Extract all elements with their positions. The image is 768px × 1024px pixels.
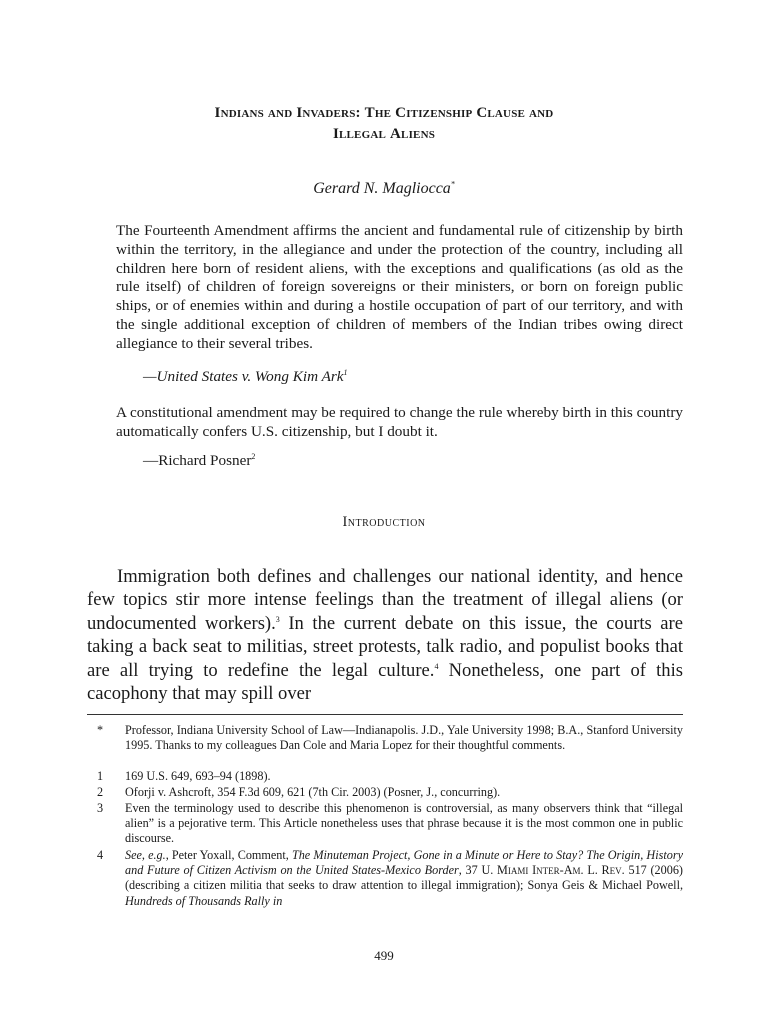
epigraph-2-attribution [143,452,255,470]
section-heading-introduction: Introduction [342,514,426,530]
body-text-3: Nonetheless, one part of this cacophony that may spill over [87,659,683,705]
citation-part: , 37 U. [458,863,498,878]
title-letter: C [476,105,488,121]
citation-part: 517 (2006) (describing a citizen militia that seeks to draw attention to illegal immigration); Sonya Geis & Michael Powell, [125,863,683,893]
footnote-text: Even the terminology used to describe this phenomenon is controversial, as many observers think that “illegal alien” is a pejorative term. This Article nonetheless uses that phrase because it is the most common one in public discourse. [125,801,683,846]
title-letter: I [214,105,221,121]
title-letter: T [364,105,375,121]
author-name: Gerard N. Magliocca [313,180,451,197]
footnote-text: Oforji v. Ashcroft, 354 F.3d 609, 621 (7th Cir. 2003) (Posner, J., concurring). [125,785,501,799]
epigraph-1-attribution [143,368,348,386]
article-title-line-2 [0,126,768,143]
footnote-author [87,723,683,753]
footnote-text: 169 U.S. 649, 693–94 (1898). [125,769,271,783]
footnote-text: Professor, Indiana University School of Law—Indianapolis. J.D., Yale University 1998; B.A., Stanford University 1995. Thanks to my colleagues Dan Cole and Maria Lopez for their thoughtful comments. [125,723,683,753]
footnote-4 [87,848,683,909]
title-word: liens [401,126,436,142]
title-letter: I [296,105,303,121]
footnote-marker: 2 [96,785,104,799]
footnote-divider [87,714,683,715]
footnote-marker: 1 [96,769,104,783]
footnote-mark-1: 1 [343,367,348,377]
title-word: ndians and [220,105,297,121]
signal-see-eg: See, e.g. [125,848,166,862]
footnote-1 [87,769,683,784]
cited-title: Hundreds of Thousands Rally in [125,893,283,908]
footnote-mark-3: 3 [275,614,280,624]
title-letter: A [389,126,402,142]
footnote-marker: 3 [96,801,104,815]
footnote-marker: 4 [96,848,104,862]
cited-title: The Minuteman Project, Gone in a Minute or Here to Stay? The Origin, History and Future of Citizen Activism on the United States-Mexico Border [125,848,683,878]
footnote-mark-2: 2 [251,451,256,461]
epigraph-1-source: —United States v. Wong Kim Ark [143,368,344,385]
title-word: he [374,105,396,121]
epigraph-1-quote: The Fourteenth Amendment affirms the ancient and fundamental rule of citizenship by birth within the territory, in the allegiance and under the protection of the country, including all children here born of resident aliens, with the exceptions and qualifications (as old as the rule itself) of children of foreign sovereigns or their ministers, or born on foreign public ships, or of enemies within and during a hostile occupation of part of our territory, and with the single additional exception of children of members of the Indian tribes owing direct allegiance to their several tribes. [116,222,683,352]
title-word: lause and [487,105,554,121]
title-word: itizenship [406,105,477,121]
title-letter: C [395,105,407,121]
footnote-3 [87,801,683,847]
journal-name: Miami Inter-Am. L. Rev. [497,863,625,878]
citation-part: , Peter Yoxall, Comment, [165,848,292,862]
footnote-text [125,848,683,909]
page-number: 499 [374,948,394,963]
epigraph-2-quote: A constitutional amendment may be required to change the rule whereby birth in this country automatically confers U.S. citizenship, but I doubt it. [116,404,683,440]
footnote-2 [87,785,683,800]
author-byline [0,180,768,198]
body-text-1: Immigration both defines and challenges our national identity, and hence few topics stir more intense feelings than the treatment of illegal aliens (or undocumented workers). [87,566,683,634]
author-footnote-mark: * [450,179,455,189]
title-word: llegal [338,126,390,142]
title-letter: I [332,126,339,142]
footnote-marker: * [96,723,104,737]
body-text-2: In the current debate on this issue, the courts are taking a back seat to militias, street protests, talk radio, and populist books that are all trying to redefine the legal culture. [87,612,683,681]
epigraph-2-source: —Richard Posner [143,452,252,469]
footnote-mark-4: 4 [434,661,439,671]
article-title-line-1 [0,105,768,122]
body-paragraph [87,565,683,705]
title-word: nvaders: [302,105,365,121]
